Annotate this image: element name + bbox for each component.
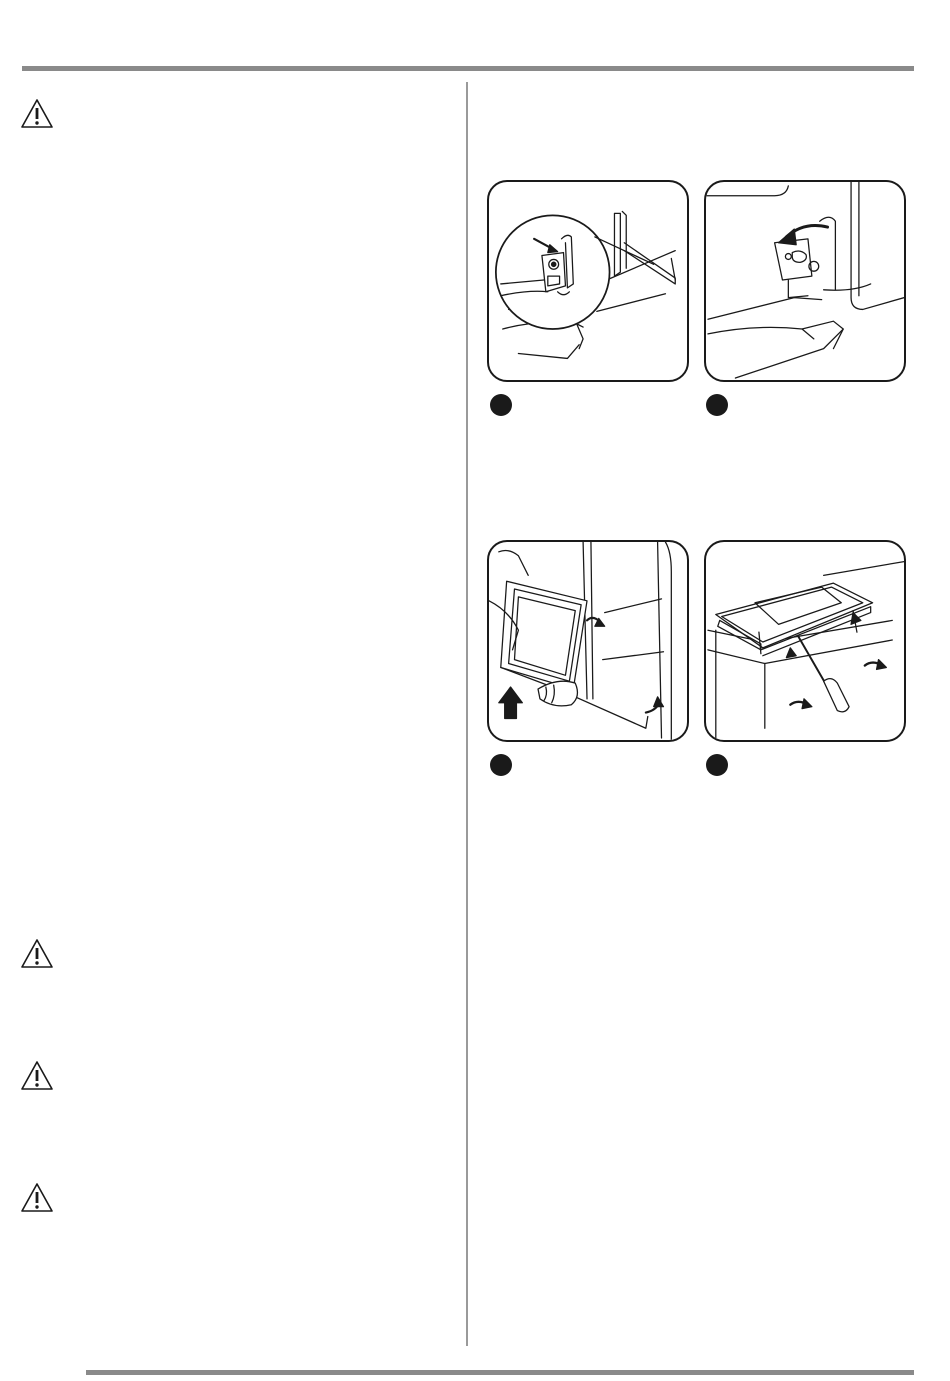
figure-hinge-lever-rotate xyxy=(704,180,906,382)
warning-triangle-icon xyxy=(20,1182,54,1214)
step-marker xyxy=(490,754,512,776)
bottom-rule xyxy=(86,1370,914,1375)
warning-triangle-icon xyxy=(20,938,54,970)
figure-door-lift-remove xyxy=(487,540,689,742)
step-marker xyxy=(490,394,512,416)
figure-door-glass-screwdriver xyxy=(704,540,906,742)
step-marker xyxy=(706,754,728,776)
column-divider xyxy=(466,82,468,1346)
step-marker xyxy=(706,394,728,416)
warning-triangle-icon xyxy=(20,1060,54,1092)
figure-door-hinge-lock-detail xyxy=(487,180,689,382)
top-rule xyxy=(22,66,914,71)
warning-triangle-icon xyxy=(20,98,54,130)
